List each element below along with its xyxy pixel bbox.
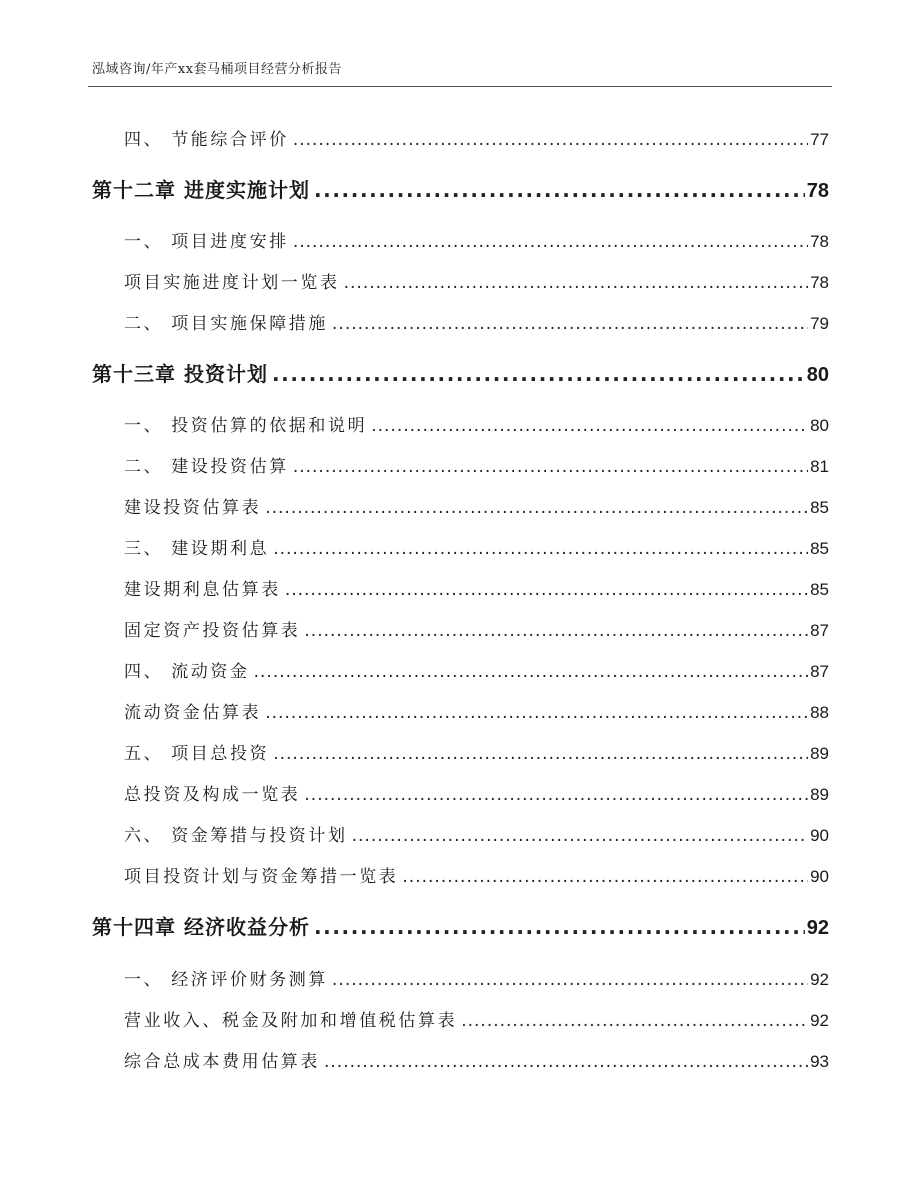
toc-page-number: 85 xyxy=(810,539,829,558)
toc-entry[interactable] xyxy=(124,575,829,600)
toc-entry[interactable] xyxy=(124,657,829,682)
toc-dot-leader xyxy=(371,416,808,436)
toc-entry[interactable] xyxy=(124,780,829,805)
toc-dot-leader xyxy=(402,867,808,887)
toc-page-number: 85 xyxy=(810,580,829,599)
toc-entry-label: 二、 项目实施保障措施 xyxy=(124,314,329,334)
toc-page-number: 80 xyxy=(806,364,829,386)
toc-chapter-label: 第十三章 投资计划 xyxy=(92,362,268,386)
toc-entry[interactable] xyxy=(124,616,829,641)
toc-chapter-entry[interactable] xyxy=(92,174,829,203)
toc-entry[interactable] xyxy=(124,821,829,846)
toc-entry[interactable] xyxy=(124,862,829,887)
toc-page-number: 78 xyxy=(810,232,829,251)
toc-dot-leader xyxy=(314,178,805,202)
toc-page-number: 93 xyxy=(810,1052,829,1071)
toc-page-number: 87 xyxy=(810,621,829,640)
toc-entry-label: 综合总成本费用估算表 xyxy=(124,1052,320,1072)
toc-entry-label: 一、 经济评价财务测算 xyxy=(124,970,329,990)
toc-dot-leader xyxy=(285,580,808,600)
toc-dot-leader xyxy=(254,662,808,682)
toc-dot-leader xyxy=(324,1052,808,1072)
header-divider xyxy=(88,86,832,87)
toc-entry-label: 建设投资估算表 xyxy=(124,498,262,518)
toc-page-number: 88 xyxy=(810,703,829,722)
toc-entry-label: 项目投资计划与资金筹措一览表 xyxy=(124,867,399,887)
toc-page-number: 89 xyxy=(810,744,829,763)
toc-page-number: 87 xyxy=(810,662,829,681)
toc-chapter-label: 第十四章 经济收益分析 xyxy=(92,915,310,939)
toc-page-number: 78 xyxy=(806,180,829,202)
toc-entry[interactable] xyxy=(124,452,829,477)
toc-entry[interactable] xyxy=(124,534,829,559)
toc-dot-leader xyxy=(265,498,808,518)
toc-dot-leader xyxy=(304,785,808,805)
toc-page-number: 77 xyxy=(810,130,829,149)
toc-entry-label: 营业收入、税金及附加和增值税估算表 xyxy=(124,1011,458,1031)
toc-page-number: 85 xyxy=(810,498,829,517)
toc-dot-leader xyxy=(314,915,805,939)
toc-entry-label: 四、 节能综合评价 xyxy=(124,130,289,150)
toc-page-number: 90 xyxy=(810,867,829,886)
toc-entry-label: 项目实施进度计划一览表 xyxy=(124,273,340,293)
toc-entry[interactable] xyxy=(124,227,829,252)
toc-page-number: 80 xyxy=(810,416,829,435)
toc-chapter-entry[interactable] xyxy=(92,911,829,940)
toc-page-number: 81 xyxy=(810,457,829,476)
toc-dot-leader xyxy=(293,457,808,477)
toc-entry[interactable] xyxy=(124,1047,829,1072)
toc-entry[interactable] xyxy=(124,411,829,436)
toc-entry-label: 一、 项目进度安排 xyxy=(124,232,289,252)
toc-dot-leader xyxy=(332,314,808,334)
toc-dot-leader xyxy=(273,744,808,764)
toc-entry[interactable] xyxy=(124,268,829,293)
toc-chapter-entry[interactable] xyxy=(92,358,829,387)
toc-page-number: 79 xyxy=(810,314,829,333)
toc-entry[interactable] xyxy=(124,309,829,334)
toc-chapter-label: 第十二章 进度实施计划 xyxy=(92,178,310,202)
document-header: 泓域咨询/年产xx套马桶项目经营分析报告 xyxy=(92,62,343,77)
toc-page-number: 78 xyxy=(810,273,829,292)
toc-page-number: 92 xyxy=(810,970,829,989)
toc-dot-leader xyxy=(273,539,808,559)
toc-page-number: 90 xyxy=(810,826,829,845)
toc-entry-label: 总投资及构成一览表 xyxy=(124,785,301,805)
toc-dot-leader xyxy=(352,826,808,846)
toc-entry-label: 三、 建设期利息 xyxy=(124,539,270,559)
toc-dot-leader xyxy=(461,1011,808,1031)
toc-entry-label: 一、 投资估算的依据和说明 xyxy=(124,416,368,436)
toc-dot-leader xyxy=(272,362,805,386)
toc-dot-leader xyxy=(293,232,808,252)
toc-entry[interactable] xyxy=(124,965,829,990)
toc-entry-label: 建设期利息估算表 xyxy=(124,580,281,600)
toc-dot-leader xyxy=(344,273,808,293)
toc-entry[interactable] xyxy=(124,1006,829,1031)
toc-page-number: 92 xyxy=(806,917,829,939)
toc-dot-leader xyxy=(332,970,808,990)
toc-entry[interactable] xyxy=(124,698,829,723)
toc-entry-label: 固定资产投资估算表 xyxy=(124,621,301,641)
toc-dot-leader xyxy=(293,130,808,150)
toc-entry[interactable] xyxy=(124,493,829,518)
toc-entry-label: 四、 流动资金 xyxy=(124,662,250,682)
toc-page-number: 92 xyxy=(810,1011,829,1030)
toc-entry[interactable] xyxy=(124,739,829,764)
toc-entry-label: 二、 建设投资估算 xyxy=(124,457,289,477)
toc-dot-leader xyxy=(304,621,808,641)
toc-entry-label: 流动资金估算表 xyxy=(124,703,262,723)
toc-entry-label: 五、 项目总投资 xyxy=(124,744,270,764)
toc-entry-label: 六、 资金筹措与投资计划 xyxy=(124,826,348,846)
toc-entry[interactable] xyxy=(124,125,829,150)
toc-page-number: 89 xyxy=(810,785,829,804)
toc-dot-leader xyxy=(265,703,808,723)
